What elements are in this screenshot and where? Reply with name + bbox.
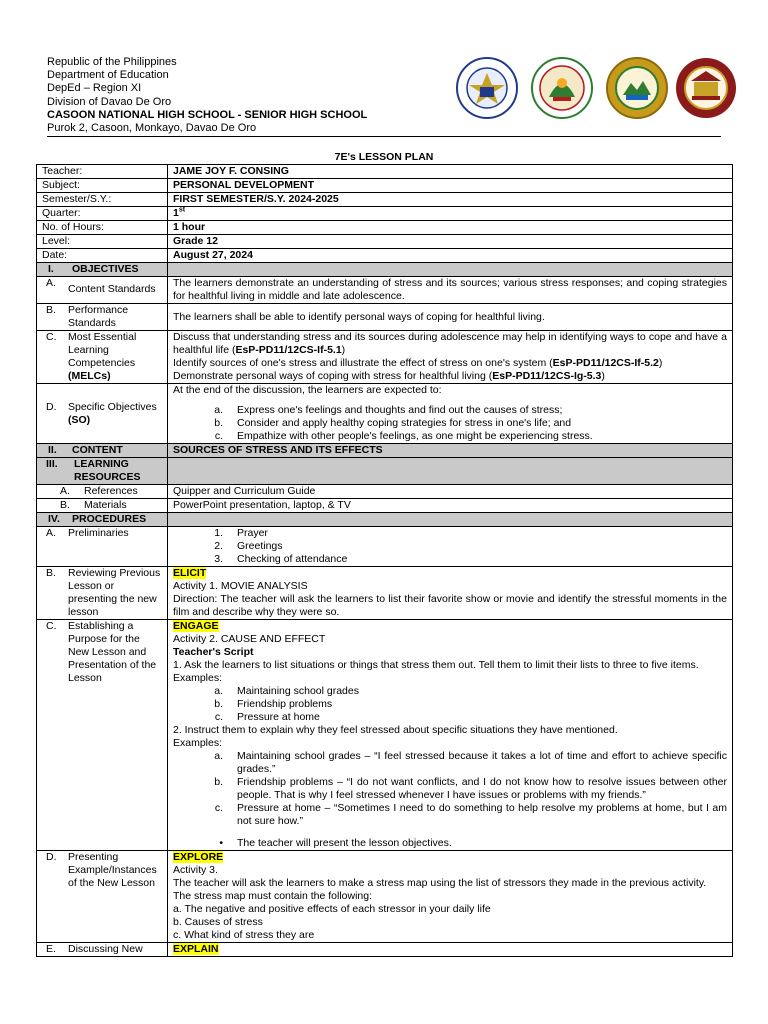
header-line: DepEd – Region XI [47, 82, 142, 95]
activity-line: a. The negative and positive effects of each stressor in your daily life [173, 903, 491, 915]
example-item: a. Maintaining school grades – “I feel stressed because it takes a lot of time and effort to achieve specific grades.” [214, 750, 727, 775]
document-title: 7E's LESSON PLAN [334, 151, 434, 163]
bullet-icon: • [219, 837, 223, 849]
preliminary-item: 3. Checking of attendance [214, 553, 348, 565]
item-number: B. [60, 499, 70, 511]
row-label-bold: (MELCs) [68, 370, 111, 382]
row-label: Discussing New [68, 943, 143, 955]
section-number: I. [48, 263, 54, 275]
section-content [37, 444, 733, 458]
melc-item: Identify sources of one's stress and illustrate the effect of stress on one's system (EsP-PD11/12CS-If-5.2) [173, 357, 663, 369]
activity-title: Activity 3. [173, 864, 218, 876]
row-label: Reviewing Previous Lesson or presenting the new lesson [68, 567, 161, 618]
info-row [37, 249, 733, 263]
item-number: A. [60, 485, 70, 497]
melc-item: Demonstrate personal ways of coping with stress for healthful living (EsP-PD11/12CS-Ig-5.3) [173, 370, 605, 382]
item-number: A. [46, 277, 56, 289]
melcs-row [37, 331, 733, 384]
section-number: III. [46, 458, 58, 470]
materials-row [37, 499, 733, 513]
info-label: No. of Hours: [37, 221, 168, 235]
example-item: c. Pressure at home – “Sometimes I need to do something to help resolve my problems at home, but I am not sure how.” [214, 802, 727, 827]
header-line: Division of Davao De Oro [47, 95, 172, 108]
melc-item: Discuss that understanding stress and its sources during adolescence may help in identifying ways to cope and have a healthful life (EsP-PD11/12CS-If-5.1) [173, 331, 727, 356]
example-item: b. Friendship problems – “I do not want conflicts, and I do not know how to resolve issues between other people. That is why I feel stressed whenever I have issues or problems with my friends.” [214, 776, 727, 801]
objective-item: b. Consider and apply healthy coping strategies for stress in one's life; and [214, 417, 572, 429]
example-item: a. Maintaining school grades [214, 685, 359, 697]
phase-label-engage: ENGAGE [173, 620, 219, 632]
davao-de-oro-division-seal-logo [606, 57, 668, 119]
item-number: D. [46, 851, 57, 863]
activity-title: Activity 2. CAUSE AND EFFECT [173, 633, 326, 645]
row-label: Content Standards [68, 283, 156, 295]
item-number: C. [46, 620, 57, 632]
info-value [168, 207, 733, 221]
casoon-nhs-seal-logo [673, 57, 739, 119]
info-row [37, 165, 733, 179]
info-value: August 27, 2024 [168, 249, 733, 263]
phase-label-elicit: ELICIT [173, 567, 207, 579]
item-number: D. [46, 400, 57, 413]
reviewing-row [37, 567, 733, 620]
info-label: Quarter: [37, 207, 168, 221]
item-number: A. [46, 527, 56, 539]
row-label: Materials [84, 499, 127, 511]
info-row [37, 179, 733, 193]
info-row [37, 207, 733, 221]
row-label: Presenting Example/Instances of the New Lesson [68, 851, 157, 889]
quarter-number: 1 [173, 207, 179, 219]
performance-standards-row [37, 304, 733, 331]
references-row [37, 485, 733, 499]
info-value: Grade 12 [168, 235, 733, 249]
info-row [37, 221, 733, 235]
info-value: JAME JOY F. CONSING [168, 165, 733, 179]
row-label-bold: (SO) [68, 413, 91, 426]
preliminary-item: 1. Prayer [214, 527, 268, 539]
info-row [37, 193, 733, 207]
info-value: PERSONAL DEVELOPMENT [168, 179, 733, 193]
script-step: 2. Instruct them to explain why they feel stressed about specific situations they have mentioned. [173, 724, 618, 736]
school-header [47, 56, 447, 135]
row-label: Performance Standards [68, 304, 129, 329]
discussing-row [37, 943, 733, 957]
region-xi-seal-logo [531, 57, 593, 119]
example-item: c. Pressure at home [214, 711, 320, 723]
section-number: II. [48, 444, 57, 456]
example-item: b. Friendship problems [214, 698, 333, 710]
info-value: 1 hour [168, 221, 733, 235]
info-value: FIRST SEMESTER/S.Y. 2024-2025 [168, 193, 733, 207]
section-title: OBJECTIVES [72, 263, 139, 275]
section-number: IV. [48, 513, 60, 525]
phase-label-explore: EXPLORE [173, 851, 224, 863]
specific-objectives-intro: At the end of the discussion, the learners are expected to: [173, 384, 442, 396]
item-number: B. [46, 567, 56, 579]
section-procedures [37, 513, 733, 527]
section-title: CONTENT [72, 444, 123, 456]
melc-code: EsP-PD11/12CS-If-5.2 [552, 357, 659, 369]
performance-standards-text: The learners shall be able to identify personal ways of coping for healthful living. [168, 304, 733, 331]
content-standards-text: The learners demonstrate an understanding of stress and its sources; various stress responses; and coping strategies for healthful living in middle and late adolescence. [168, 277, 733, 304]
lesson-plan-table [36, 164, 733, 957]
item-number: E. [46, 943, 56, 955]
section-title: LEARNING RESOURCES [74, 458, 141, 483]
row-label: Preliminaries [68, 527, 129, 539]
examples-label: Examples: [173, 737, 223, 749]
info-label: Teacher: [37, 165, 168, 179]
content-topic: SOURCES OF STRESS AND ITS EFFECTS [168, 444, 733, 458]
quarter-ordinal-suffix: st [178, 206, 186, 214]
references-value: Quipper and Curriculum Guide [168, 485, 733, 499]
script-heading: Teacher's Script [173, 646, 254, 658]
bullet-item: • The teacher will present the lesson objectives. [173, 837, 727, 850]
section-objectives [37, 263, 733, 277]
melc-code: EsP-PD11/12CS-Ig-5.3 [492, 370, 602, 382]
info-label: Semester/S.Y.: [37, 193, 168, 207]
section-learning-resources [37, 458, 733, 485]
row-label: Most Essential Learning Competencies [68, 331, 137, 369]
activity-line: b. Causes of stress [173, 916, 263, 928]
content-standards-row [37, 277, 733, 304]
info-label: Date: [37, 249, 168, 263]
preliminaries-row [37, 527, 733, 567]
preliminary-item: 2. Greetings [214, 540, 283, 552]
examples-label: Examples: [173, 672, 223, 684]
header-line: Department of Education [47, 69, 169, 82]
phase-label-explain: EXPLAIN [173, 943, 219, 955]
info-row [37, 235, 733, 249]
row-label: Establishing a Purpose for the New Lesson and Presentation of the Lesson [68, 620, 157, 684]
activity-line: The teacher will ask the learners to make a stress map using the list of stressors they made in the previous activity. [173, 877, 707, 889]
objective-item: a. Express one's feelings and thoughts and find out the causes of stress; [214, 404, 563, 416]
script-step: 1. Ask the learners to list situations or things that stress them out. Tell them to limit their lists to three to five items. [173, 659, 699, 671]
presenting-example-row [37, 851, 733, 943]
activity-title: Activity 1. MOVIE ANALYSIS [173, 580, 308, 592]
objective-item: c. Empathize with other people's feelings, as one might be experiencing stress. [214, 430, 593, 442]
row-label: Specific Objectives [68, 400, 157, 413]
header-divider [47, 136, 721, 137]
school-address: Purok 2, Casoon, Monkayo, Davao De Oro [47, 122, 257, 135]
activity-direction: Direction: The teacher will ask the learners to list their favorite show or movie and identify the stressful moments in the film and describe why they were so. [173, 593, 727, 618]
info-label: Level: [37, 235, 168, 249]
school-name: CASOON NATIONAL HIGH SCHOOL - SENIOR HIGH SCHOOL [47, 108, 368, 121]
specific-objectives-row [37, 384, 733, 444]
establishing-purpose-row [37, 620, 733, 851]
item-number: C. [46, 331, 57, 343]
info-label: Subject: [37, 179, 168, 193]
melc-code: EsP-PD11/12CS-If-5.1 [235, 344, 342, 356]
deped-seal-logo [456, 57, 518, 119]
activity-line: c. What kind of stress they are [173, 929, 315, 941]
header-line: Republic of the Philippines [47, 56, 177, 68]
section-title: PROCEDURES [72, 513, 147, 525]
item-number: B. [46, 304, 56, 316]
row-label: References [84, 485, 138, 497]
activity-line: The stress map must contain the following: [173, 890, 373, 902]
materials-value: PowerPoint presentation, laptop, & TV [168, 499, 733, 513]
